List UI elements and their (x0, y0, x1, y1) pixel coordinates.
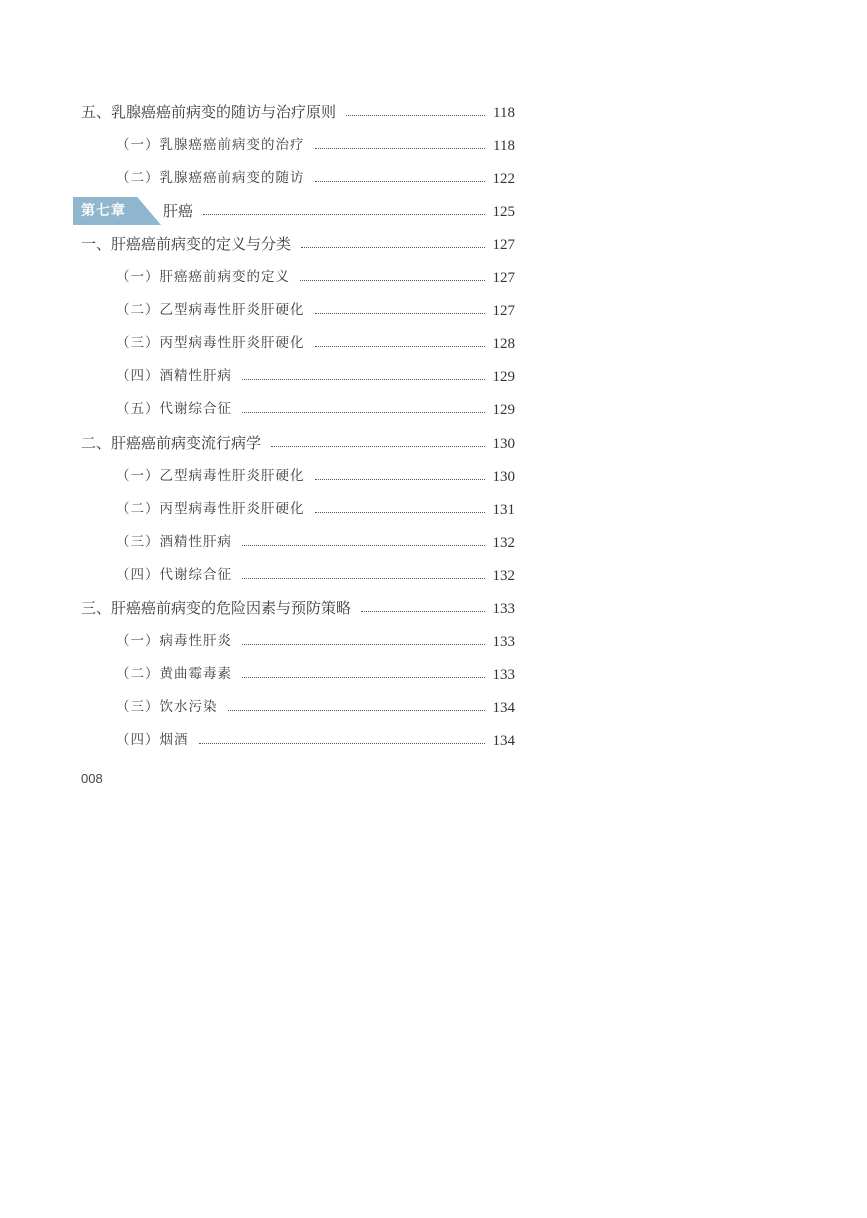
leader-dots (203, 214, 485, 215)
leader-dots (242, 545, 485, 546)
toc-entry-title: （二）丙型病毒性肝炎肝硬化 (116, 501, 305, 517)
toc-entry-page: 133 (492, 667, 515, 683)
toc-entry-title: 一、肝癌癌前病变的定义与分类 (81, 235, 292, 253)
toc-entry-title: （一）乳腺癌癌前病变的治疗 (116, 137, 305, 153)
leader-dots (315, 313, 485, 314)
toc-entry-title: （二）黄曲霉毒素 (116, 666, 232, 682)
toc-entry-page: 118 (493, 105, 515, 121)
toc-entry-page: 130 (492, 436, 515, 452)
toc-entry-title: （五）代谢综合征 (116, 401, 232, 417)
toc-entry-page: 131 (492, 502, 515, 518)
toc-entry[interactable] (0, 333, 867, 366)
leader-dots (242, 677, 485, 678)
toc-entry-title: （二）乙型病毒性肝炎肝硬化 (116, 302, 305, 318)
leader-dots (271, 446, 485, 447)
toc-entry-page: 125 (492, 204, 515, 220)
leader-dots (242, 379, 485, 380)
chapter-label: 第七章 (81, 203, 126, 219)
toc-entry[interactable] (0, 366, 867, 399)
leader-dots (242, 578, 485, 579)
toc-entry-page: 127 (492, 237, 515, 253)
toc-entry[interactable] (0, 598, 867, 631)
toc-entry[interactable] (0, 499, 867, 532)
leader-dots (315, 346, 485, 347)
leader-dots (315, 148, 485, 149)
toc-entry-page: 130 (492, 469, 515, 485)
leader-dots (361, 611, 485, 612)
toc-entry-title: （四）代谢综合征 (116, 567, 232, 583)
toc-entry-page: 127 (492, 303, 515, 319)
toc-entry-page: 134 (492, 733, 515, 749)
toc-entry[interactable] (0, 168, 867, 201)
leader-dots (315, 479, 485, 480)
toc-entry-page: 127 (492, 270, 515, 286)
toc-chapter-entry[interactable] (0, 201, 867, 234)
leader-dots (242, 644, 485, 645)
toc-entry-title: （一）肝癌癌前病变的定义 (116, 269, 290, 285)
toc-entry[interactable] (0, 300, 867, 333)
toc-entry[interactable] (0, 433, 867, 466)
toc-entry-title: （四）酒精性肝病 (116, 368, 232, 384)
toc-entry[interactable] (0, 466, 867, 499)
toc-entry-title: （四）烟酒 (116, 732, 189, 748)
toc-entry-title: 二、肝癌癌前病变流行病学 (81, 434, 262, 452)
toc-entry-page: 133 (492, 601, 515, 617)
toc-entry[interactable] (0, 135, 867, 168)
toc-entry-title: 三、肝癌癌前病变的危险因素与预防策略 (81, 599, 352, 617)
toc-entry-title: （三）酒精性肝病 (116, 534, 232, 550)
toc-entry-page: 132 (492, 535, 515, 551)
toc-entry-page: 122 (492, 171, 515, 187)
toc-entry-title: （三）饮水污染 (116, 699, 218, 715)
chapter-title: 肝癌 (163, 202, 194, 220)
toc-entry[interactable] (0, 234, 867, 267)
toc-entry[interactable] (0, 267, 867, 300)
toc-entry-title: 五、乳腺癌癌前病变的随访与治疗原则 (81, 103, 337, 121)
toc-entry[interactable] (0, 664, 867, 697)
leader-dots (242, 412, 485, 413)
toc-entry[interactable] (0, 102, 867, 135)
toc-entry-title: （二）乳腺癌癌前病变的随访 (116, 170, 305, 186)
toc-entry-page: 128 (492, 336, 515, 352)
leader-dots (300, 280, 485, 281)
toc-entry-title: （一）病毒性肝炎 (116, 633, 232, 649)
leader-dots (346, 115, 485, 116)
toc-entry-title: （一）乙型病毒性肝炎肝硬化 (116, 468, 305, 484)
toc-entry[interactable] (0, 631, 867, 664)
toc-entry-page: 129 (492, 369, 515, 385)
toc-entry[interactable] (0, 565, 867, 598)
toc-entry-title: （三）丙型病毒性肝炎肝硬化 (116, 335, 305, 351)
page-number: 008 (81, 771, 103, 786)
toc-entry-page: 134 (492, 700, 515, 716)
toc-entry[interactable] (0, 697, 867, 730)
toc-entry-page: 132 (492, 568, 515, 584)
leader-dots (301, 247, 485, 248)
toc-entry-page: 129 (492, 402, 515, 418)
toc-entry[interactable] (0, 730, 867, 763)
leader-dots (199, 743, 485, 744)
toc-entry-page: 118 (493, 138, 515, 154)
leader-dots (228, 710, 485, 711)
leader-dots (315, 512, 485, 513)
leader-dots (315, 181, 485, 182)
toc-entry[interactable] (0, 532, 867, 565)
toc-entry[interactable] (0, 399, 867, 432)
toc-entry-page: 133 (492, 634, 515, 650)
